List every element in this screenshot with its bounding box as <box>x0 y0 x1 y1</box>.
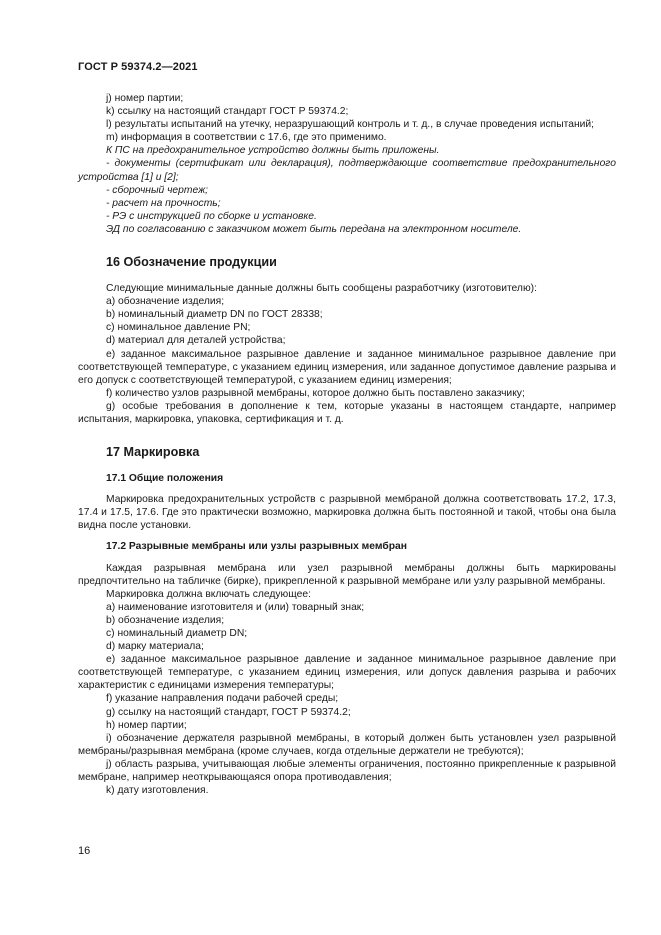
list-item: i) обозначение держателя разрывной мембраны, в который должен быть установлен узел разрывной мембраны/разрывная мембрана (кроме случаев, когда отдельные держатели не требуются); <box>78 732 616 757</box>
section-16-intro: Следующие минимальные данные должны быть сообщены разработчику (изготовителю): <box>106 283 537 295</box>
list-item: a) обозначение изделия; <box>106 296 225 308</box>
list-item: l) результаты испытаний на утечку, неразрушающий контроль и т. д., в случае проведения испытаний; <box>106 119 595 131</box>
subsection-17-2-paragraph: Маркировка должна включать следующее: <box>106 588 311 600</box>
subsection-17-2-heading: 17.2 Разрывные мембраны или узлы разрывных мембран <box>106 541 407 553</box>
list-item: f) количество узлов разрывной мембраны, которое должно быть поставлено заказчику; <box>106 387 525 399</box>
page-number: 16 <box>78 845 91 857</box>
page-body <box>78 92 616 797</box>
list-item: b) обозначение изделия; <box>106 614 225 626</box>
list-item: m) информация в соответствии с 17.6, где это применимо. <box>106 132 387 144</box>
document-header: ГОСТ Р 59374.2—2021 <box>78 61 198 73</box>
subsection-17-1-text: Маркировка предохранительных устройств с разрывной мембраной должна соответствовать 17.2, 17.3, 17.4 и 17.5, 17.6. Где это практически возможно, маркировка должна быть постоянной и такой, чтобы она была видна после установки. <box>78 494 616 532</box>
section-16-heading: 16 Обозначение продукции <box>106 255 277 270</box>
attachment-item: - документы (сертификат или декларация), подтверждающие соответствие предохранительного устройства [1] и [2]; <box>78 158 616 183</box>
list-item: c) номинальный диаметр DN; <box>106 628 248 639</box>
list-item: d) марку материала; <box>106 641 204 653</box>
list-item: f) указание направления подачи рабочей среды; <box>106 693 339 705</box>
attachment-item: - РЭ с инструкцией по сборке и установке. <box>106 210 317 222</box>
list-item: k) дату изготовления. <box>106 785 209 797</box>
list-item: g) особые требования в дополнение к тем, которые указаны в настоящем стандарте, например испытания, маркировка, упаковка, сертификация и т. д. <box>78 400 616 425</box>
list-item: d) материал для деталей устройства; <box>106 335 286 347</box>
list-item: e) заданное максимальное разрывное давление и заданное минимальное разрывное давление при соответствующей температуре, с указанием единиц измерения, или допуск давления разрыва и рабочих характеристик с единицами измерения температуры; <box>78 654 616 692</box>
documentation-note: ЭД по согласованию с заказчиком может быть передана на электронном носителе. <box>106 223 522 235</box>
list-item: k) ссылку на настоящий стандарт ГОСТ Р 59374.2; <box>106 106 349 118</box>
list-item: h) номер партии; <box>106 719 187 731</box>
subsection-17-2-paragraph: Каждая разрывная мембрана или узел разрывной мембраны должны быть маркированы предпочтительно на табличке (бирке), прикрепленной к разрывной мембране или узлу разрывной мембраны. <box>78 562 616 587</box>
subsection-17-1-heading: 17.1 Общие положения <box>106 473 224 485</box>
attachment-item: - сборочный чертеж; <box>106 184 209 196</box>
list-item: b) номинальный диаметр DN по ГОСТ 28338; <box>106 309 323 321</box>
attachment-item: - расчет на прочность; <box>106 197 221 209</box>
section-17-heading: 17 Маркировка <box>106 445 200 460</box>
list-item: c) номинальное давление PN; <box>106 322 251 334</box>
list-item: j) область разрыва, учитывающая любые элементы ограничения, постоянно прикрепленные к разрывной мембране, например неоткрывающаяся опора противодавления; <box>78 758 616 784</box>
list-item: e) заданное максимальное разрывное давление и заданное минимальное разрывное давление при соответствующей температуре, с указанием единиц измерения, или заданное допустимое давление разрыва и его допуск с соответствующей температурой, с указанием единиц измерения; <box>78 348 616 386</box>
attachments-intro: К ПС на предохранительное устройство должны быть приложены. <box>106 145 440 157</box>
list-item: j) номер партии; <box>106 93 184 104</box>
list-item: g) ссылку на настоящий стандарт, ГОСТ Р 59374.2; <box>106 706 351 718</box>
list-item: a) наименование изготовителя и (или) товарный знак; <box>106 601 365 613</box>
